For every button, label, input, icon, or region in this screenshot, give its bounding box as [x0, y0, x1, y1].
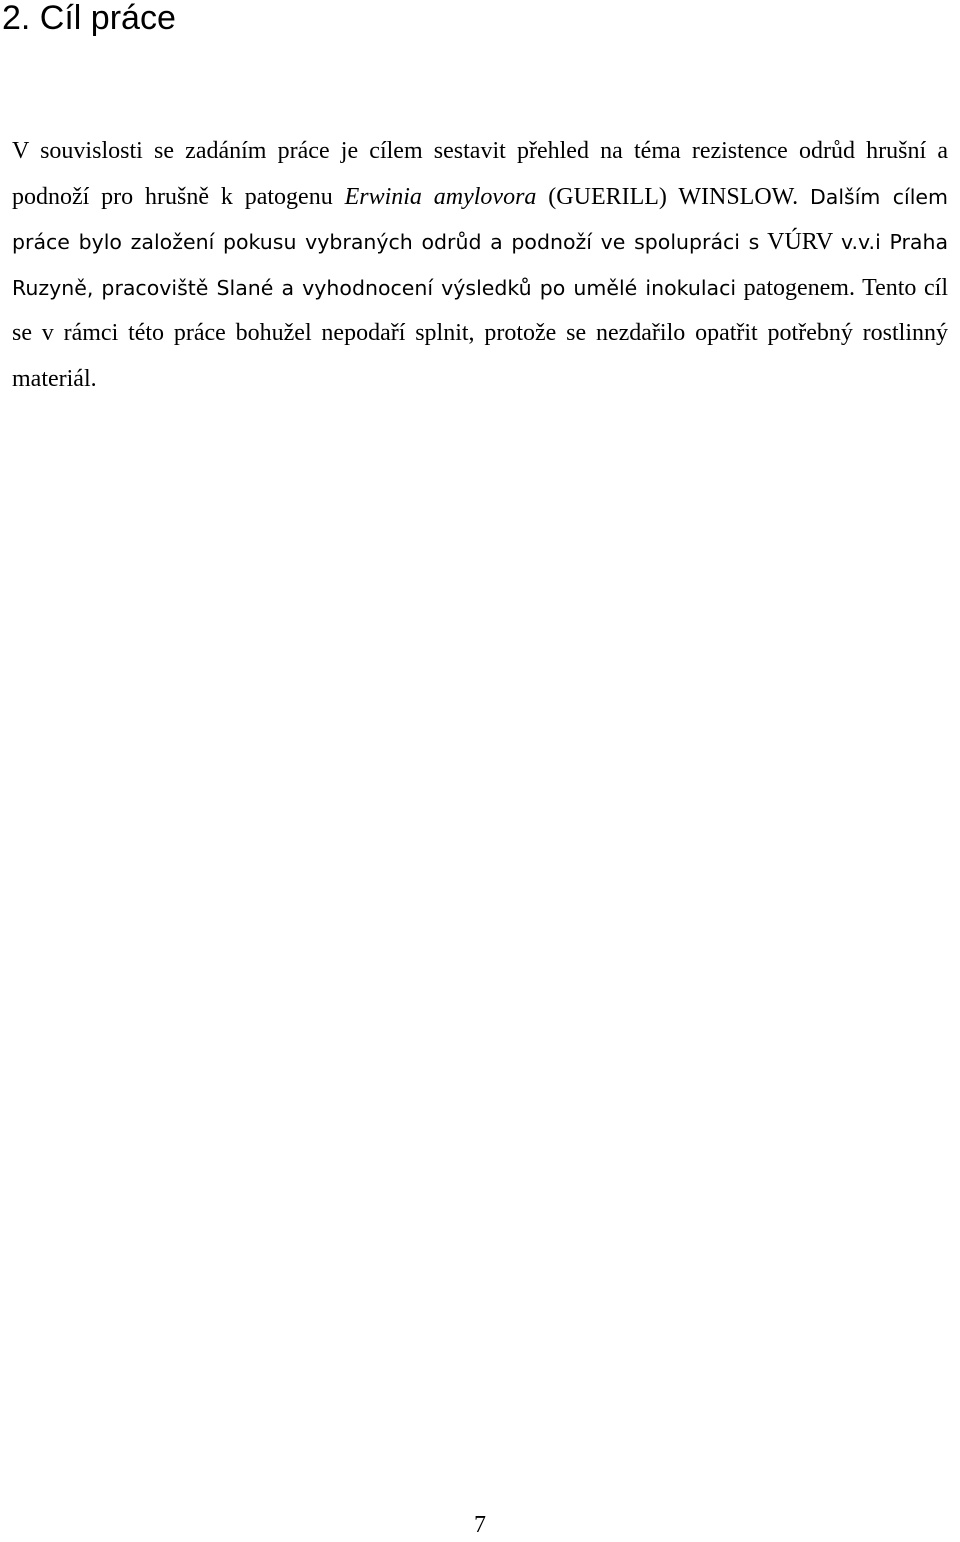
paragraph-text-4: VÚRV	[759, 229, 841, 255]
page-number: 7	[474, 1512, 486, 1538]
section-heading: 2. Cíl práce	[2, 0, 176, 37]
paragraph-text-1: V souvislosti se zadáním práce je cílem sestavit přehled na téma rezistence odrůd hrušní a podnoží pro hrušně k patogenu	[12, 138, 948, 210]
paragraph-text-3: Dalším cílem práce bylo založení pokusu vybraných odrůd a podnoží ve spolupráci s	[12, 184, 948, 254]
species-name: Erwinia amylovora	[344, 183, 537, 210]
paragraph-text-2: (GUERILL) WINSLOW.	[536, 183, 810, 210]
paragraph-text-6: patogenem. Tento cíl se v rámci této práce bohužel nepodaří splnit, protože se nezdařilo opatřit potřebný rostlinný materiál.	[12, 274, 948, 392]
body-paragraph	[12, 129, 948, 402]
paragraph-text-5: v.v.i Praha Ruzyně, pracoviště Slané a vyhodnocení výsledků po umělé inokulaci	[12, 230, 949, 300]
